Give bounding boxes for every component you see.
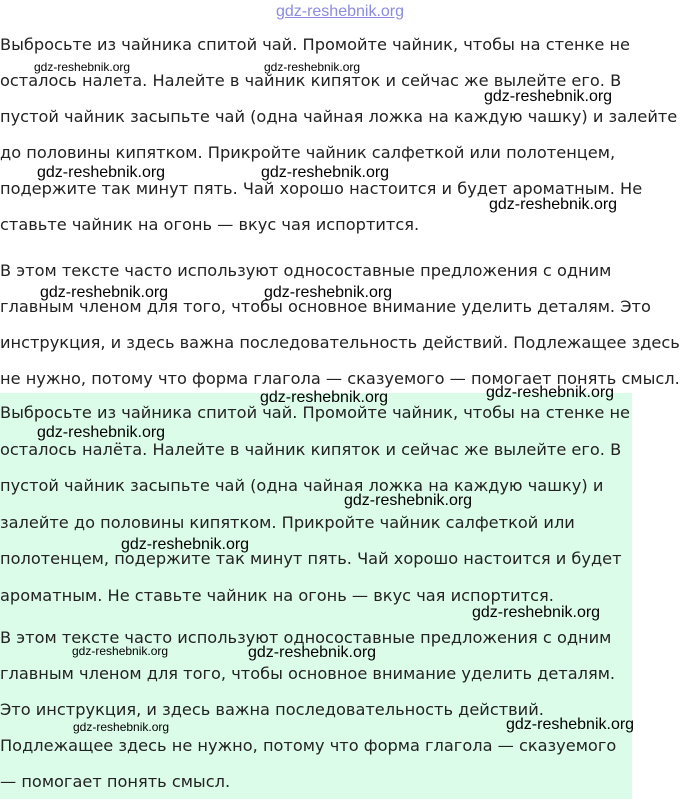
answer-paragraph-2: В этом тексте часто используют односоставные предложения с одним главным членом для того, чтобы основное внимание уделить деталям. Это инструкция, и здесь важна последовательность действий. Подлежащее здесь не нужно, потому что форма глагола — сказуемого — помогает понять смысл. xyxy=(0,628,617,791)
watermark: gdz-reshebnik.org xyxy=(506,716,635,733)
watermark: gdz-reshebnik.org xyxy=(260,389,389,406)
watermark: gdz-reshebnik.org xyxy=(248,644,377,661)
watermark: gdz-reshebnik.org xyxy=(489,196,618,213)
watermark: gdz-reshebnik.org xyxy=(37,164,166,181)
watermark: gdz-reshebnik.org xyxy=(34,60,131,74)
watermark: gdz-reshebnik.org xyxy=(73,720,170,734)
site-header-link[interactable]: gdz-reshebnik.org xyxy=(275,3,405,20)
watermark: gdz-reshebnik.org xyxy=(486,384,615,401)
watermark: gdz-reshebnik.org xyxy=(261,164,390,181)
watermark: gdz-reshebnik.org xyxy=(484,88,613,105)
watermark: gdz-reshebnik.org xyxy=(37,424,166,441)
watermark: gdz-reshebnik.org xyxy=(264,60,361,74)
original-paragraph-2: В этом тексте часто используют односоставные предложения с одним главным членом для того, чтобы основное внимание уделить деталям. Это инструкция, и здесь важна последовательность действий. Подлежащее здесь не нужно, потому что форма глагола — сказуемого — помогает понять смысл. xyxy=(0,261,680,388)
watermark: gdz-reshebnik.org xyxy=(72,644,169,658)
answer-paragraph-1: Выбросьте из чайника спитой чай. Промойте чайник, чтобы на стенке не осталось налёта. Налейте в чайник кипяток и сейчас же вылейте его. В пустой чайник засыпьте чай (одна чайная ложка на каждую чашку) и залейте до половины кипятком. Прикройте чайник салфеткой или полотенцем, подержите так минут пять. Чай хорошо настоится и будет ароматным. Не ставьте чайник на огонь — вкус чая испортится. xyxy=(0,403,630,605)
watermark: gdz-reshebnik.org xyxy=(344,492,473,509)
watermark: gdz-reshebnik.org xyxy=(264,284,393,301)
original-paragraph-1: Выбросьте из чайника спитой чай. Промойте чайник, чтобы на стенке не осталось налета. Налейте в чайник кипяток и сейчас же вылейте его. В пустой чайник засыпьте чай (одна чайная ложка на каждую чашку) и залейте до половины кипятком. Прикройте чайник салфеткой или полотенцем, подержите так минут пять. Чай хорошо настоится и будет ароматным. Не ставьте чайник на огонь — вкус чая испортится. xyxy=(0,35,678,234)
watermark: gdz-reshebnik.org xyxy=(40,284,169,301)
watermark: gdz-reshebnik.org xyxy=(121,536,250,553)
watermark: gdz-reshebnik.org xyxy=(472,604,601,621)
